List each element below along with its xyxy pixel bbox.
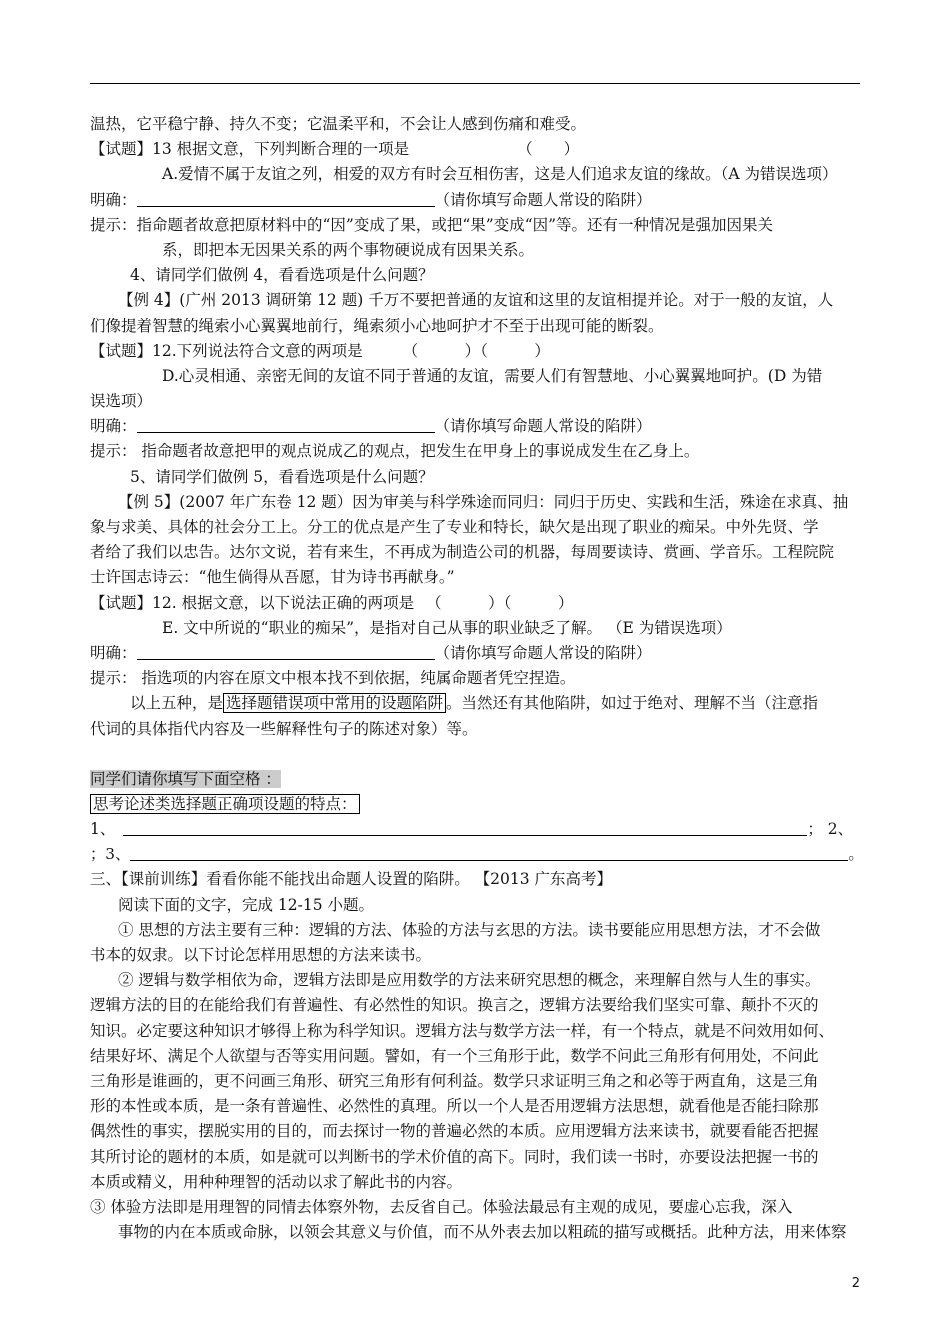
paragraph-line: ② 逻辑与数学相依为命，逻辑方法即是应用数学的方法来研究思想的概念，来理解自然与人生的事实。 — [118, 971, 821, 990]
answer-paren: （ ）（ ） — [402, 341, 550, 360]
fill-line: ；3、 。 — [90, 845, 864, 864]
fill-line: 明确： （请你填写命题人常设的陷阱） — [90, 643, 652, 662]
answer-blank-3[interactable] — [130, 844, 848, 861]
summary-line-cont: 代词的具体指代内容及一些解释性句子的陈述对象）等。 — [90, 719, 478, 738]
paragraph-line: 书本的奴隶。以下讨论怎样用思想的方法来读书。 — [90, 946, 432, 964]
page-number: 2 — [851, 1276, 860, 1291]
fill-line: 明确： （请你填写命题人常设的陷阱） — [90, 190, 652, 209]
hint-line: 提示： 指命题者故意把甲的观点说成乙的观点，把发生在甲身上的事说成发生在乙身上。 — [90, 442, 700, 461]
shaded-heading: 同学们请你填写下面空格 ： — [90, 769, 281, 788]
instruction-line: 阅读下面的文字，完成 12-15 小题。 — [118, 895, 375, 914]
paragraph-line: 其所讨论的题材的本质，如是就可以判断书的学术价值的高下。同时，我们读一书时，亦要设法把握一书的 — [90, 1147, 819, 1166]
paragraph-line — [90, 1245, 862, 1270]
header-rule — [90, 83, 860, 84]
answer-blank[interactable] — [137, 190, 435, 207]
answer-blank[interactable] — [137, 416, 435, 433]
option-line: A.爱情不属于友谊之列，相爱的双方有时会互相伤害，这是人们追求友谊的缘故。（A 为错误选项） — [162, 165, 838, 184]
question-line: 【试题】12. 根据文意，以下说法正确的两项是 （ ）（ ） — [90, 593, 574, 612]
example-line: 【例 4】(广州 2013 调研第 12 题) 千万不要把普通的友谊和这里的友谊相提并论。对于一般的友谊，人 — [118, 291, 834, 310]
option-line: D.心灵相通、亲密无间的友谊不同于普通的友谊，需要人们有智慧地、小心翼翼地呵护。(D 为错 — [162, 366, 823, 385]
example-line-cont: 们像提着智慧的绳索小心翼翼地前行，绳索须小心地呵护才不至于出现可能的断裂。 — [90, 316, 664, 335]
option-line: E. 文中所说的“职业的痴呆”，是指对自己从事的职业缺乏了解。 （E 为错误选项） — [162, 618, 732, 637]
paragraph-line: 事物的内在本质或命脉，以领会其意义与价值，而不从外表去加以粗疏的描写或概括。此种方法，用来体察 — [118, 1223, 847, 1242]
hint-line: 提示： 指选项的内容在原文中根本找不到依据，纯属命题者凭空捏造。 — [90, 669, 576, 688]
paragraph-line: 逻辑方法的目的在能给我们有普遍性、有必然性的知识。换言之，逻辑方法要给我们坚实可靠、颠扑不灭的 — [90, 996, 819, 1015]
paragraph-line: 三角形是谁画的，更不问画三角形、研究三角形有何利益。数学只求证明三角之和必等于两直角，这是三角 — [90, 1071, 819, 1090]
question-line: 【试题】13 根据文意，下列判断合理的一项是 （ ） — [90, 140, 580, 159]
paragraph-line: ① 思想的方法主要有三种：逻辑的方法、体验的方法与玄思的方法。读书要能应用思想方法，才不会做 — [118, 920, 821, 939]
example-line-cont: 象与求美、具体的社会分工上。分工的优点是产生了专业和特长，缺欠是出现了职业的痴呆。中外先贤、学 — [90, 518, 819, 536]
section-heading: 5、请同学们做例 5，看看选项是什么问题？ — [130, 467, 434, 486]
section-heading: 三、【课前训练】看看你能不能找出命题人设置的陷阱。 【2013 广东高考】 — [90, 870, 613, 889]
answer-blank[interactable] — [137, 643, 435, 660]
paragraph-line: 知识。必定要这种知识才够得上称为科学知识。逻辑方法与数学方法一样，有一个特点，就是不问效用如何、 — [90, 1021, 835, 1040]
paragraph-line: ③ 体验方法即是用理智的同情去体察外物，去反省自己。体验法最忌有主观的成见，要虚心忘我，深入 — [90, 1197, 793, 1216]
paragraph-line: 偶然性的事实，摆脱实用的目的，而去探讨一物的普遍必然的本质。应用逻辑方法来读书，就要看能否把握 — [90, 1122, 819, 1141]
answer-paren: （ ） — [517, 140, 580, 159]
text-line: 温热，它平稳宁静、持久不变；它温柔平和，不会让人感到伤痛和难受。 — [90, 115, 587, 133]
summary-line: 以上五种，是 选择题错误项中常用的设题陷阱 。当然还有其他陷阱，如过于绝对、理解不当（注意指 — [130, 694, 819, 713]
paragraph-line: 本质或精义，用种种理智的活动以求了解此书的内容。 — [90, 1172, 463, 1191]
example-line: 【例 5】(2007 年广东卷 12 题）因为审美与科学殊途而同归：同归于历史、实践和生活，殊途在求真、抽 — [118, 492, 849, 511]
answer-blank-1[interactable] — [123, 819, 807, 836]
hint-line: 提示：指命题者故意把原材料中的“因”变成了果，或把“果”变成“因”等。还有一种情况是强加因果关 — [90, 215, 774, 234]
boxed-heading: 思考论述类选择题正确项设题的特点： — [90, 792, 862, 817]
example-line-cont: 者给了我们以忠告。达尔文说，若有来生，不再成为制造公司的机器，每周要读诗、赏画、学音乐。工程院院 — [90, 543, 835, 562]
answer-paren: （ ）（ ） — [426, 593, 574, 612]
fill-line: 1、 ； 2、 — [90, 820, 854, 839]
document-page — [90, 112, 862, 1270]
example-line-cont: 士许国志诗云：“他生倘得从吾愿，甘为诗书再献身。” — [90, 568, 455, 587]
section-heading: 4、请同学们做例 4，看看选项是什么问题？ — [130, 266, 434, 285]
option-line-cont: 误选项） — [90, 392, 153, 411]
paragraph-line: 形的本性或本质，是一条有普遍性、必然性的真理。所以一个人是否用逻辑方法思想，就看他是否能扫除那 — [90, 1097, 819, 1116]
question-line: 【试题】12.下列说法符合文意的两项是 （ ）（ ） — [90, 341, 550, 360]
fill-line: 明确： （请你填写命题人常设的陷阱） — [90, 417, 652, 436]
paragraph-line: 结果好坏、满足个人欲望与否等实用问题。譬如，有一个三角形于此，数学不问此三角形有何用处，不问此 — [90, 1046, 819, 1065]
hint-line-cont: 系，即把本无因果关系的两个事物硬说成有因果关系。 — [162, 240, 535, 259]
boxed-phrase: 选择题错误项中常用的设题陷阱 — [223, 693, 446, 713]
spacer — [90, 742, 862, 767]
